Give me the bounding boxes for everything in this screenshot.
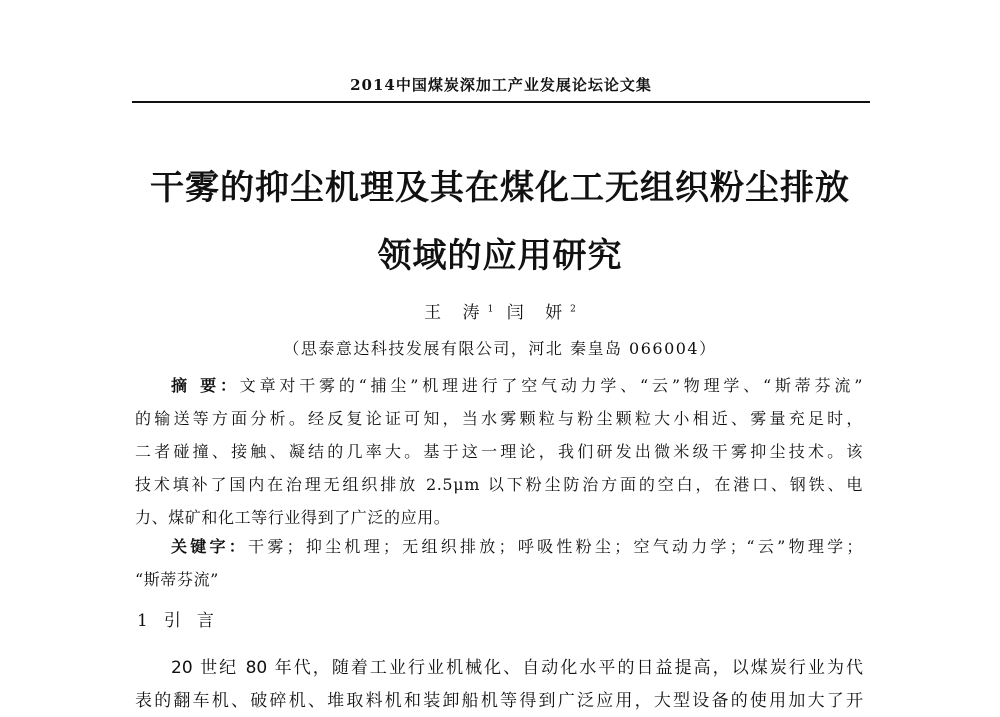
keywords-line xyxy=(135,530,863,563)
abstract-line: 二者碰撞、接触、凝结的几率大。基于这一理论，我们研发出微米级干雾抑尘技术。该 xyxy=(135,442,863,461)
header-rule xyxy=(132,101,870,103)
keywords-text: 干雾；抑尘机理；无组织排放；呼吸性粉尘；空气动力学；“云”物理学； xyxy=(248,537,863,556)
abstract-line: 技术填补了国内在治理无组织排放 2.5μm 以下粉尘防治方面的空白，在港口、钢铁、电 xyxy=(135,475,863,494)
author-affiliation-mark: 1 xyxy=(487,304,494,315)
section-heading xyxy=(137,606,230,631)
keywords xyxy=(135,530,863,596)
abstract-label: 摘 要： xyxy=(171,376,240,395)
keywords-label: 关键字： xyxy=(171,537,249,556)
paper-title-line-2: 领域的应用研究 xyxy=(377,236,623,276)
body-line: 20 世纪 80 年代，随着工业行业机械化、自动化水平的日益提高，以煤炭行业为代 xyxy=(171,658,863,678)
author-name: 闫 妍 xyxy=(506,303,571,323)
section-number: 1 xyxy=(137,611,150,631)
running-header: 2014中国煤炭深加工产业发展论坛论文集 xyxy=(350,76,652,94)
abstract-line xyxy=(135,369,863,402)
abstract-text: 文章对干雾的“捕尘”机理进行了空气动力学、“云”物理学、“斯蒂芬流” xyxy=(239,376,863,395)
author-affiliation-mark: 2 xyxy=(570,304,576,315)
abstract xyxy=(135,369,863,534)
section-title: 引言 xyxy=(163,611,230,631)
author-list xyxy=(300,298,700,323)
affiliation: （思泰意达科技发展有限公司，河北 秦皇岛 066004） xyxy=(283,339,717,358)
author-name: 王 涛 xyxy=(424,303,488,323)
body-line: 表的翻车机、破碎机、堆取料机和装卸船机等得到广泛应用，大型设备的使用加大了开 xyxy=(135,691,863,711)
abstract-line: 的输送等方面分析。经反复论证可知，当水雾颗粒与粉尘颗粒大小相近、雾量充足时， xyxy=(135,409,863,428)
paper-title-line-1: 干雾的抑尘机理及其在煤化工无组织粉尘排放 xyxy=(150,168,850,208)
body-text xyxy=(135,651,863,717)
abstract-line: 力、煤矿和化工等行业得到了广泛的应用。 xyxy=(135,508,451,527)
keywords-line: “斯蒂芬流” xyxy=(135,570,219,589)
